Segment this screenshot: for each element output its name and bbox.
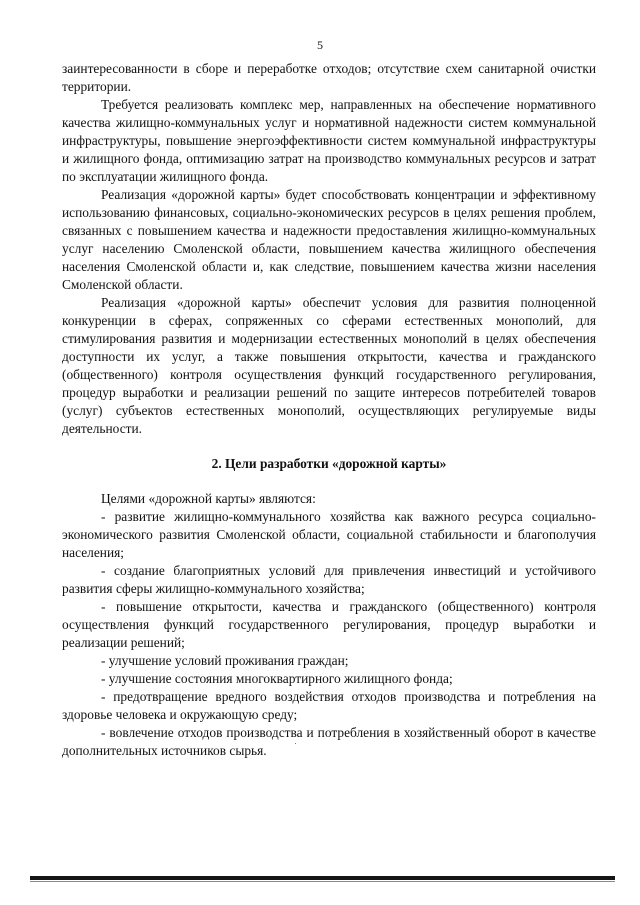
document-body (62, 60, 596, 760)
goals-intro: Целями «дорожной карты» являются: (101, 491, 316, 506)
goal-item: - создание благоприятных условий для привлечения инвестиций и устойчивого развития сферы жилищно-коммунального хозяйства; (62, 563, 596, 596)
paragraph-competition: Реализация «дорожной карты» обеспечит условия для развития полноценной конкуренции в сферах, сопряженных со сферами естественных монополий, для стимулирования развития и модернизации естественных монополий в целях обеспечения доступности их услуг, а также повышения открытости, качества и гражданского (общественного) контроля осуществления функций государственного регулирования, процедур выработки и реализации решений по защите интересов потребителей товаров (услуг) субъектов естественных монополий, осуществляющих регулируемые виды деятельности. (62, 295, 596, 436)
section-heading: 2. Цели разработки «дорожной карты» (211, 456, 447, 471)
goal-item: - улучшение условий проживания граждан; (101, 653, 349, 668)
goal-item: - вовлечение отходов производства и потребления в хозяйственный оборот в качестве дополнительных источников сырья. (62, 725, 596, 758)
paragraph-roadmap-effect: Реализация «дорожной карты» будет способствовать концентрации и эффективному использованию финансовых, социально-экономических ресурсов в целях решения проблем, связанных с повышением качества и надежности предоставления жилищно-коммунальных услуг населению Смоленской области, повышением качества жилищного обеспечения населения Смоленской области и, как следствие, повышением качества жизни населения Смоленской области. (62, 187, 596, 292)
scan-edge-bar (30, 876, 615, 880)
paragraph-continuation: заинтересованности в сборе и переработке отходов; отсутствие схем санитарной очистки территории. (62, 61, 596, 94)
scan-speck (295, 743, 296, 744)
goal-item: - предотвращение вредного воздействия отходов производства и потребления на здоровье человека и окружающую среду; (62, 689, 596, 722)
goal-item: - повышение открытости, качества и гражданского (общественного) контроля осуществления функций государственного регулирования, процедур выработки и реализации решений; (62, 599, 596, 650)
paragraph-measures: Требуется реализовать комплекс мер, направленных на обеспечение нормативного качества жилищно-коммунальных услуг и нормативной надежности систем коммунальной инфраструктуры, повышение энергоэффективности систем коммунальной инфраструктуры и жилищного фонда, оптимизацию затрат на производство коммунальных ресурсов и затрат по эксплуатации жилищного фонда. (62, 97, 596, 184)
scan-edge-line (30, 881, 615, 882)
goal-item: - улучшение состояния многоквартирного жилищного фонда; (101, 671, 453, 686)
page-number: 5 (317, 38, 323, 52)
goal-item: - развитие жилищно-коммунального хозяйства как важного ресурса социально-экономического развития Смоленской области, социальной стабильности и благополучия населения; (62, 509, 596, 560)
